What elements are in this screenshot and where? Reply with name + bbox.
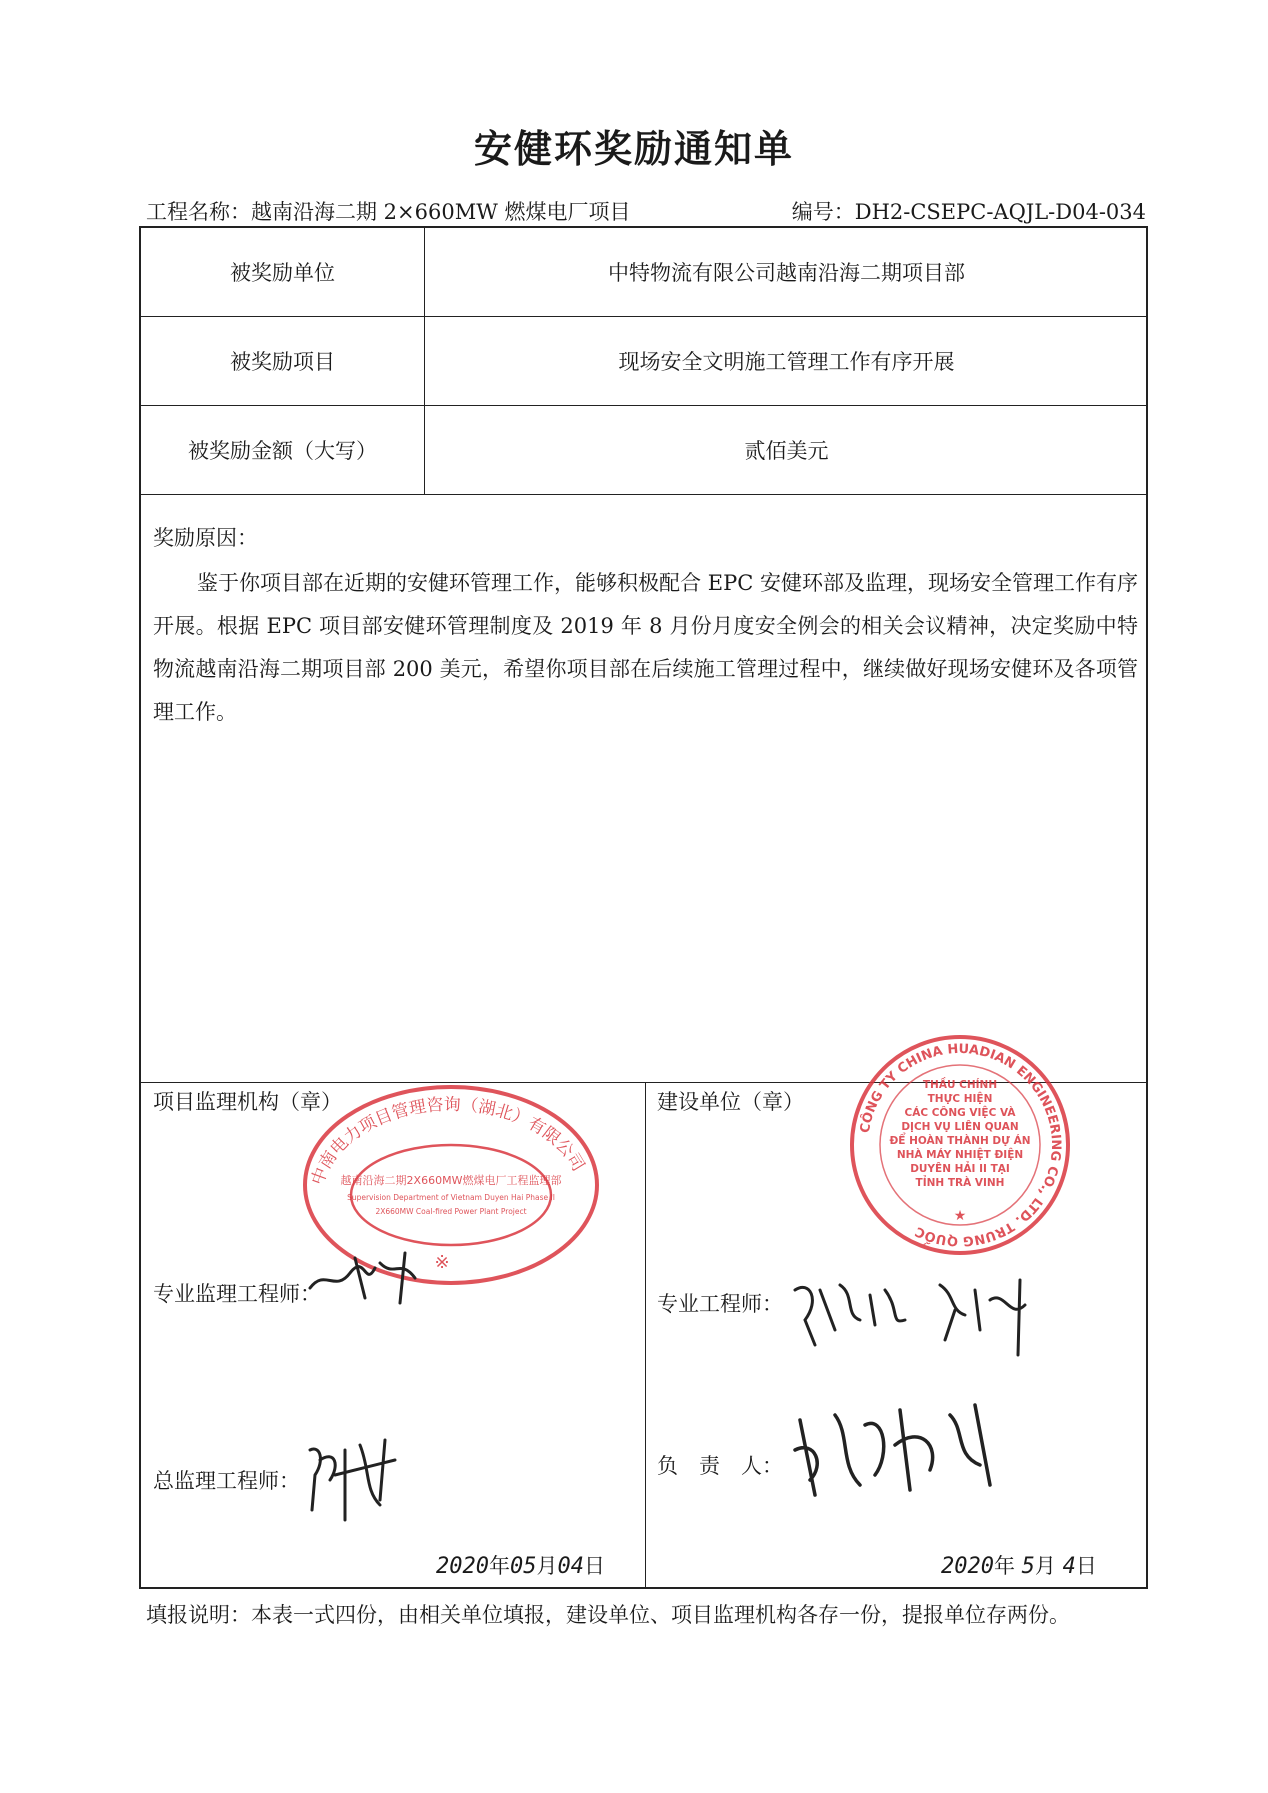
seal-line: THỰC HIỆN [927, 1093, 993, 1105]
handwritten-month: 5 [1021, 1554, 1035, 1579]
day-label: 日 [1075, 1554, 1097, 1578]
supervision-engineer-label: 专业监理工程师： [153, 1282, 321, 1306]
award-amount-value: 贰佰美元 [744, 439, 829, 463]
awarded-unit-value: 中特物流有限公司越南沿海二期项目部 [608, 261, 965, 285]
responsible-person-signature [790, 1395, 1010, 1505]
seal-line: CÁC CÔNG VIỆC VÀ [904, 1107, 1016, 1119]
seal-line: THẦU CHÍNH [922, 1079, 998, 1091]
seal-inner-cn: 越南沿海二期2X660MW燃煤电厂工程监理部 [340, 1174, 562, 1187]
project-name: 工程名称：越南沿海二期 2×660MW 燃煤电厂项目 [146, 200, 631, 224]
chief-supervisor-label: 总监理工程师： [153, 1469, 300, 1493]
seal-outer-text: 中南电力项目管理咨询（湖北）有限公司 [307, 1094, 589, 1188]
notice-form [139, 226, 1148, 1589]
awarded-item-value: 现场安全文明施工管理工作有序开展 [618, 350, 955, 374]
year-label: 年 [993, 1554, 1015, 1578]
seal-line: DUYÊN HẢI II TẠI [910, 1163, 1010, 1175]
award-amount-label: 被奖励金额（大写） [188, 439, 377, 463]
seal-star: ★ [953, 1208, 967, 1224]
document-title: 安健环奖励通知单 [473, 127, 794, 171]
reason-section [141, 494, 1146, 1082]
reason-text: 鉴于你项目部在近期的安健环管理工作，能够积极配合 EPC 安健环部及监理，现场安全管理工作有序开展。根据 EPC 项目部安健环管理制度及 2019 年 8 月份月度安全例会的相关会议精神，决定奖励中特物流越南沿海二期项目部 200 美元，希望你项目部在后续施工管理过程中，继续做好现场安健环及各项管理工作。 [153, 571, 1138, 724]
seal-star: ※ [434, 1252, 450, 1273]
responsible-person-label: 负 责 人： [657, 1454, 783, 1478]
month-label: 月 [1034, 1554, 1056, 1578]
reason-label: 奖励原因： [153, 526, 258, 550]
seal-line: DỊCH VỤ LIÊN QUAN [901, 1121, 1019, 1133]
construction-date [941, 1550, 1097, 1580]
seal-outer-text: CÔNG TY CHINA HUADIAN ENGINEERING CO., LTD. TRUNG QUỐC [857, 1041, 1064, 1249]
supervision-label: 项目监理机构（章） [153, 1090, 342, 1114]
construction-seal [845, 1030, 1075, 1260]
day-label: 日 [583, 1554, 605, 1578]
supervision-date [436, 1550, 605, 1580]
handwritten-day: 04 [557, 1554, 584, 1579]
handwritten-month: 05 [509, 1554, 537, 1579]
year-label: 年 [488, 1554, 510, 1578]
month-label: 月 [536, 1554, 558, 1578]
seal-line: NHÀ MÁY NHIỆT ĐIỆN [896, 1149, 1024, 1161]
seal-inner-en1: Supervision Department of Vietnam Duyen Hai Phase II [347, 1193, 555, 1202]
chief-supervisor-signature [300, 1430, 410, 1525]
seal-inner-en2: 2X660MW Coal-fired Power Plant Project [375, 1207, 527, 1216]
handwritten-year: 2020 [941, 1554, 994, 1579]
awarded-unit-label: 被奖励单位 [230, 261, 335, 285]
footer-note: 填报说明：本表一式四份，由相关单位填报，建设单位、项目监理机构各存一份，提报单位存两份。 [146, 1603, 1070, 1627]
document-number: 编号：DH2-CSEPC-AQJL-D04-034 [791, 200, 1146, 224]
construction-label: 建设单位（章） [657, 1090, 804, 1114]
handwritten-day: 4 [1062, 1554, 1076, 1579]
construction-engineer-label: 专业工程师： [657, 1292, 783, 1316]
seal-line: TỈNH TRÀ VINH [915, 1177, 1005, 1189]
construction-engineer-signature [790, 1270, 1070, 1360]
seal-line: ĐỂ HOÀN THÀNH DỰ ÁN [889, 1135, 1031, 1147]
awarded-item-label: 被奖励项目 [230, 350, 335, 374]
column-divider [645, 1082, 646, 1589]
supervision-engineer-signature [305, 1248, 435, 1308]
handwritten-year: 2020 [436, 1554, 489, 1579]
